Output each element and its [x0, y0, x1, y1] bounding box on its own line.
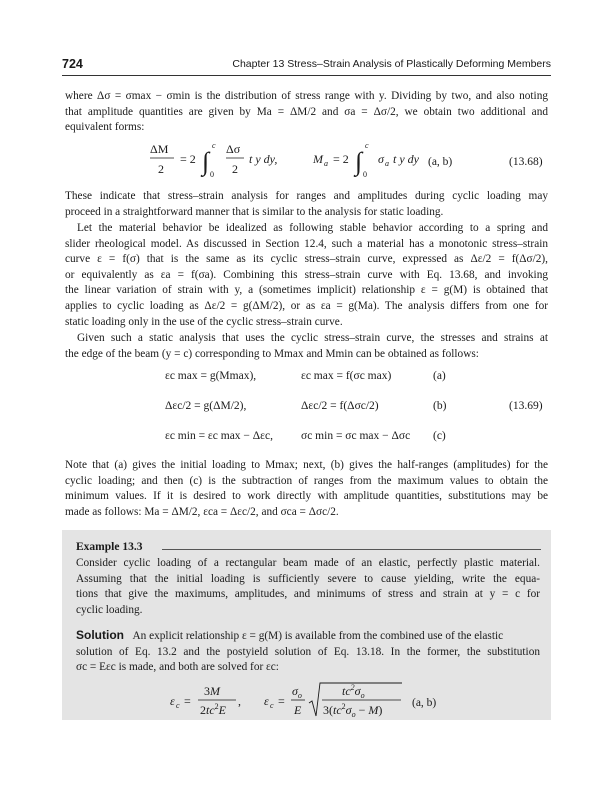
text-line: proceed in a straightforward manner that is similar to the analysis for static loading. — [65, 205, 444, 218]
text-line: made as follows: Ma = ΔM/2, εca = Δεc/2, and σca = Δσc/2. — [65, 505, 339, 518]
equation-number: (13.68) — [509, 156, 543, 168]
eq-row-c-left: εc min = εc max − Δεc, — [165, 430, 273, 442]
example-title-rule — [162, 549, 541, 550]
svg-text:ε: ε — [170, 694, 175, 708]
eq-row-b-label: (b) — [433, 400, 447, 412]
text-line: Assuming that the initial loading is sufficiently severe to cause yielding, write the equa- — [76, 572, 540, 585]
solution-label: Solution — [76, 628, 124, 642]
svg-text:c: c — [365, 141, 369, 150]
svg-text:0: 0 — [210, 170, 214, 179]
text-line: slider rheological model. As discussed in Section 12.4, such a material has a monotonic stress–strain — [65, 237, 548, 250]
eq-row-c-label: (c) — [433, 430, 446, 442]
svg-text:σ: σ — [378, 152, 384, 166]
text-line: where Δσ = σmax − σmin is the distribution of stress range with y. Dividing by two, and also noting — [65, 90, 548, 102]
running-header: Chapter 13 Stress–Strain Analysis of Plastically Deforming Members — [232, 58, 551, 70]
eq-row-c-right: σc min = σc max − Δσc — [301, 430, 411, 442]
text-line: Note that (a) gives the initial loading to Mmax; next, (b) gives the half-ranges (amplitudes) for the — [65, 459, 548, 471]
text-line: cyclic loading. — [76, 603, 143, 616]
svg-text:σo: $\sigma_o$ — [292, 684, 302, 700]
svg-text:c: c — [212, 141, 216, 150]
svg-text:c: c — [270, 701, 274, 710]
page-number: 724 — [62, 57, 83, 71]
text-line: Let the material behavior be idealized as following stable behavior according to a spring and — [77, 222, 548, 234]
equation-parts-label: (a, b) — [412, 697, 437, 709]
equation-parts-label: (a, b) — [428, 156, 453, 168]
solution-text: An explicit relationship ε = g(M) is available from the combined use of the elastic — [132, 630, 504, 642]
text-line: curve ε = f(σ) that is the same as its cyclic stress–strain curve, expressed as Δε/2 = f(Δσ/2), — [65, 253, 548, 266]
eq-row-b-right: Δεc/2 = f(Δσc/2) — [301, 400, 379, 412]
svg-text:,: , — [238, 694, 241, 708]
svg-text:t y dy,: t y dy, — [249, 152, 278, 166]
svg-text:a: a — [385, 159, 389, 168]
text-line: static loading only in the use of the cyclic stress–strain curve. — [65, 315, 343, 328]
equation-number: (13.69) — [509, 400, 543, 412]
svg-text:t y dy: t y dy — [393, 152, 419, 166]
svg-text:∫: ∫ — [202, 147, 210, 176]
eq-row-a-label: (a) — [433, 370, 446, 382]
svg-text:tc2σo: $tc^2\sigma_o$ — [342, 683, 365, 700]
text-line: solution of Eq. 13.2 and the postyield solution of Eq. 13.18. In the former, the substitution — [76, 645, 540, 658]
paragraph-analysis — [65, 189, 548, 220]
svg-text:M: M — [313, 152, 323, 166]
svg-text:a: a — [324, 159, 328, 168]
text-line: or equivalently as εa = f(σa). Combining this stress–strain curve with Eq. 13.68, and invoking — [65, 268, 548, 281]
svg-text:=: = — [184, 694, 191, 708]
eq-row-a-left: εc max = g(Mmax), — [165, 370, 257, 382]
svg-text:= 2: = 2 — [180, 152, 196, 166]
svg-text:= 2: = 2 — [333, 152, 349, 166]
svg-text:c: c — [176, 701, 180, 710]
eq-row-b-left: Δεc/2 = g(ΔM/2), — [165, 400, 247, 412]
text-line: These indicate that stress–strain analysis for ranges and amplitudes during cyclic loading may — [65, 190, 548, 202]
example-solution — [76, 628, 540, 676]
text-line: σc = Eεc is made, and both are solved for εc: — [76, 661, 279, 674]
paragraph-intro — [65, 89, 548, 136]
svg-text:0: 0 — [363, 170, 367, 179]
example-title: Example 13.3 — [76, 541, 143, 553]
text-line: cyclic loading; and then (c) is the subtraction of ranges from the maximum values to obtain the — [65, 474, 548, 487]
svg-text:2: 2 — [232, 162, 238, 176]
text-line — [76, 628, 540, 645]
text-line: the edge of the beam (y = c) corresponding to Mmax and Mmin can be obtained as follows: — [65, 347, 479, 360]
svg-text:=: = — [278, 694, 285, 708]
svg-text:2: 2 — [158, 162, 164, 176]
paragraph-static-analysis — [65, 331, 548, 362]
equation-13-69 — [0, 370, 613, 450]
svg-text:∫: ∫ — [355, 147, 363, 176]
svg-text:ΔM: ΔM — [150, 142, 169, 156]
text-line: equivalent forms: — [65, 121, 145, 134]
text-line: minimum values. If it is desired to work directly with amplitude quantities, substitutions may be — [65, 490, 548, 503]
svg-text:2tc2E: $2tc^2E$ — [200, 702, 227, 717]
example-problem — [76, 556, 540, 618]
header-rule — [62, 75, 551, 76]
text-line: that amplitude quantities are given by Ma = ΔM/2 and σa = Δσ/2, we obtain two additional and — [65, 105, 548, 118]
svg-text:3M: 3M — [204, 684, 220, 698]
svg-text:E: E — [294, 703, 302, 717]
text-line: tions that give the maximums, amplitudes, and minimums of stress and strain at y = c for — [76, 588, 540, 601]
svg-text:ε: ε — [264, 694, 269, 708]
equation-13-68-graphic — [150, 140, 550, 184]
text-line: Given such a static analysis that uses the cyclic stress–strain curve, the stresses and strains at — [77, 332, 548, 344]
paragraph-note — [65, 458, 548, 520]
paragraph-material-behavior — [65, 221, 548, 330]
text-line: Consider cyclic loading of a rectangular beam made of an elastic, perfectly plastic material. — [76, 557, 540, 569]
text-line: applies to cyclic loading as Δε/2 = g(ΔM/2), or as εa = g(Ma). The analysis differs from one for — [65, 299, 548, 312]
svg-text:Δσ: Δσ — [226, 142, 241, 156]
svg-text:3(tc2σo − M): $3(tc^2\sigma_o - M)$ — [323, 702, 383, 719]
eq-row-a-right: εc max = f(σc max) — [301, 370, 392, 382]
text-line: the linear variation of strain with y, a (sometimes implicit) relationship ε = g(M) is obtained that — [65, 284, 548, 297]
